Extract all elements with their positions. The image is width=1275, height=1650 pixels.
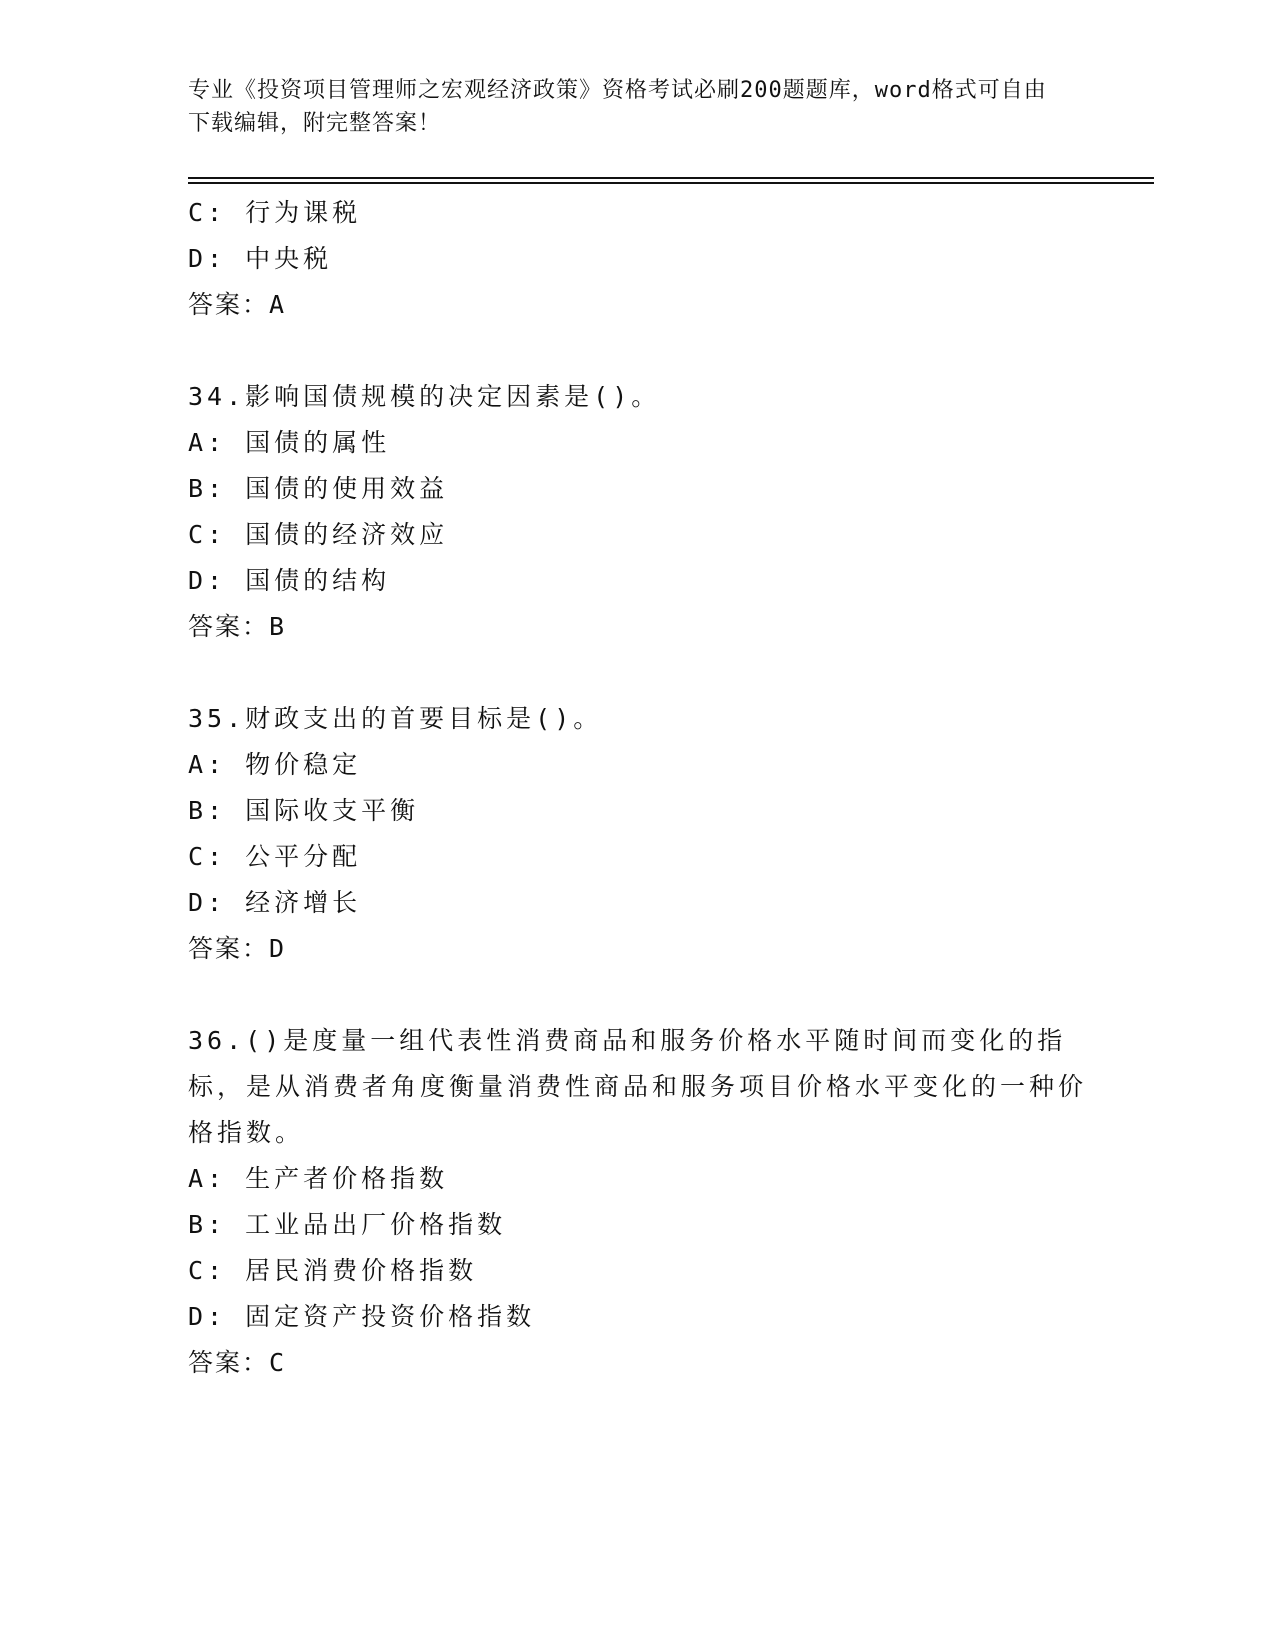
option-c: C: 行为课税	[188, 198, 362, 227]
answer-line	[188, 604, 1088, 650]
option-d: D: 中央税	[188, 244, 333, 273]
partial-question-33	[188, 190, 1088, 328]
header-rule-bottom	[188, 182, 1154, 184]
question-text	[188, 374, 1088, 420]
answer-line	[188, 1340, 1088, 1386]
answer-value: D	[269, 934, 287, 963]
option-d: D: 固定资产投资价格指数	[188, 1302, 536, 1331]
answer-label: 答案：	[188, 612, 270, 641]
option-c: C: 公平分配	[188, 842, 362, 871]
question-stem: 34.影响国债规模的决定因素是()。	[188, 382, 661, 411]
option-a: A: 物价稳定	[188, 750, 362, 779]
answer-label: 答案：	[188, 934, 270, 963]
option-d: D: 国债的结构	[188, 566, 391, 595]
answer-value: B	[269, 612, 287, 641]
question-list	[188, 190, 1088, 1386]
answer-label: 答案：	[188, 1348, 270, 1377]
answer-value: C	[269, 1348, 287, 1377]
option-c: C: 国债的经济效应	[188, 520, 449, 549]
header-rule-top	[188, 177, 1154, 179]
document-header	[188, 74, 1068, 140]
answer-value: A	[269, 290, 287, 319]
question-36	[188, 1018, 1088, 1386]
option-b: B: 工业品出厂价格指数	[188, 1210, 507, 1239]
question-34	[188, 374, 1088, 650]
option-d: D: 经济增长	[188, 888, 362, 917]
option-b: B: 国债的使用效益	[188, 474, 449, 503]
header-text: 专业《投资项目管理师之宏观经济政策》资格考试必刷200题题库，word格式可自由下载编辑，附完整答案！	[188, 78, 1047, 136]
question-text	[188, 1018, 1088, 1156]
option-b: B: 国际收支平衡	[188, 796, 420, 825]
answer-line	[188, 282, 1088, 328]
answer-label: 答案：	[188, 290, 270, 319]
question-stem: 35.财政支出的首要目标是()。	[188, 704, 603, 733]
option-a: A: 国债的属性	[188, 428, 391, 457]
answer-line	[188, 926, 1088, 972]
question-35	[188, 696, 1088, 972]
question-stem: 36.()是度量一组代表性消费商品和服务价格水平随时间而变化的指标，是从消费者角度衡量消费性商品和服务项目价格水平变化的一种价格指数。	[188, 1026, 1088, 1147]
question-text	[188, 696, 1088, 742]
option-a: A: 生产者价格指数	[188, 1164, 449, 1193]
option-c: C: 居民消费价格指数	[188, 1256, 478, 1285]
